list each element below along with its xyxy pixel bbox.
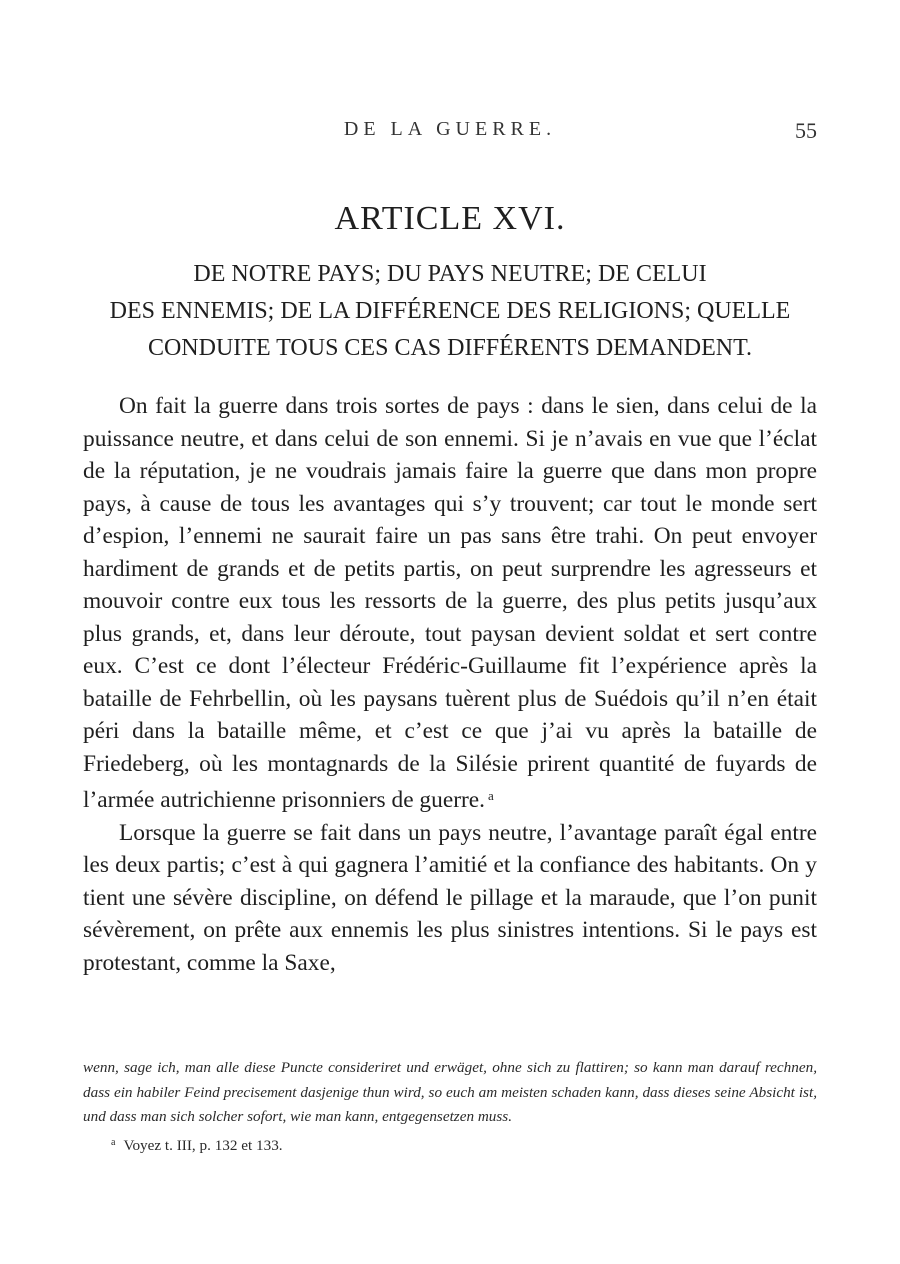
subtitle-line: DES ENNEMIS; DE LA DIFFÉRENCE DES RELIGIONS; QUELLE bbox=[109, 298, 791, 324]
footnote-reference: a bbox=[488, 788, 494, 803]
article-subtitle bbox=[83, 256, 817, 367]
paragraph bbox=[83, 390, 817, 817]
page-number: 55 bbox=[795, 118, 817, 143]
running-title: DE LA GUERRE. bbox=[343, 118, 557, 140]
paragraph-text: On fait la guerre dans trois sortes de pays : dans le sien, dans celui de la puissance neutre, et dans celui de son ennemi. Si je n’avais en vue que l’éclat de la réputation, je ne voudrais jamais faire la guerre que dans mon propre pays, à cause de tous les avantages qui s’y trouvent; car tout le monde sert d’espion, l’ennemi ne saurait faire un pas sans être trahi. On peut envoyer hardiment de grands et de petits partis, on peut surprendre les agresseurs et mouvoir contre eux tous les ressorts de la guerre, des plus petits jusqu’aux plus grands, et, dans leur déroute, tout paysan devient soldat et sert contre eux. C’est ce dont l’électeur Frédéric-Guillaume fit l’expérience après la bataille de Fehrbellin, où les paysans tuèrent plus de Suédois qu’il n’en était péri dans la bataille même, et c’est ce que j’ai vu après la bataille de Friedeberg, où les montagnards de la Silésie prirent quantité de fuyards de l’armée autrichienne prisonniers de guerre. bbox=[83, 393, 817, 813]
paragraph-text: Lorsque la guerre se fait dans un pays neutre, l’avantage paraît égal entre les deux partis; c’est à qui gagnera l’amitié et la confiance des habitants. On y tient une sévère discipline, on défend le pillage et la maraude, que l’on punit sévèrement, on prête aux ennemis les plus sinistres intentions. Si le pays est protestant, comme la Saxe, bbox=[83, 819, 817, 976]
subtitle-line: DE NOTRE PAYS; DU PAYS NEUTRE; DE CELUI bbox=[193, 261, 707, 287]
running-head bbox=[83, 118, 817, 148]
subtitle-line: CONDUITE TOUS CES CAS DIFFÉRENTS DEMANDENT. bbox=[147, 335, 753, 361]
footnotes bbox=[83, 1056, 817, 1159]
footnote-text: Voyez t. III, p. 132 et 133. bbox=[123, 1136, 283, 1154]
body-text bbox=[83, 390, 817, 979]
footnote-marker: a bbox=[111, 1136, 116, 1148]
footnote-continuation: wenn, sage ich, man alle diese Puncte consideriret und erwäget, ohne sich zu flattiren; so kann man darauf rechnen, dass ein habiler Feind precisement dasjenige thun wird, so euch am meisten schaden kann, dass dieses seine Absicht ist, und dass man sich solcher sofort, wie man kann, entgegensetzen muss. bbox=[83, 1059, 817, 1125]
paragraph bbox=[83, 817, 817, 980]
article-title: ARTICLE XVI. bbox=[334, 200, 566, 237]
footnote-a bbox=[83, 1130, 817, 1159]
